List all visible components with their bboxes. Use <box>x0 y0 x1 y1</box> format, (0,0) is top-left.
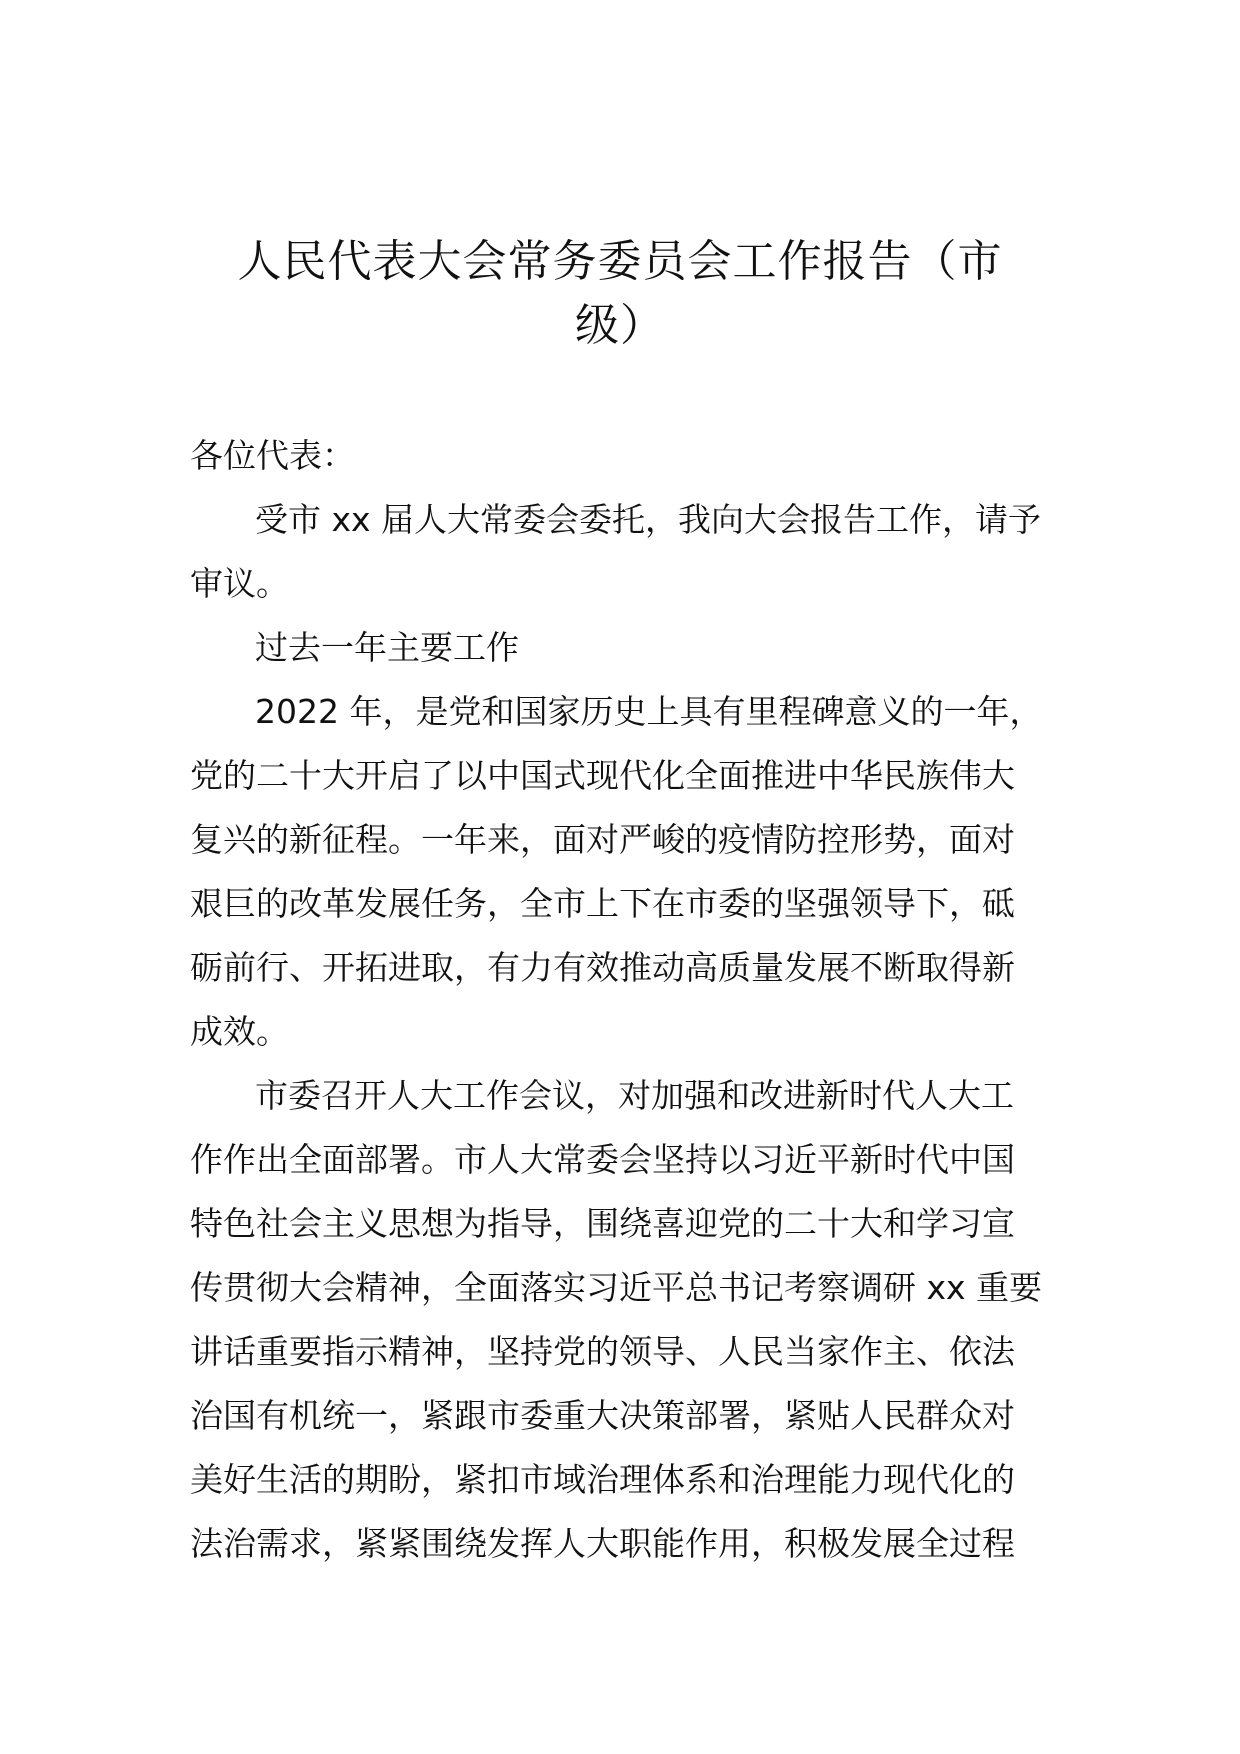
paragraph-1-line-1: 受市 xx 届人大常委会委托，我向大会报告工作，请予 <box>255 500 1042 539</box>
document-title-line-2: 级） <box>575 300 665 351</box>
paragraph-4-line-1: 市委召开人大工作会议，对加强和改进新时代人大工 <box>255 1076 1014 1115</box>
document-title-line-1: 人民代表大会常务委员会工作报告（市 <box>237 236 1003 287</box>
paragraph-3-line-1: 2022 年，是党和国家历史上具有里程碑意义的一年， <box>255 692 1043 731</box>
paragraph-1-line-2: 审议。 <box>190 564 289 603</box>
paragraph-4-line-5: 讲话重要指示精神，坚持党的领导、人民当家作主、依法 <box>190 1332 1015 1371</box>
paragraph-4-line-7: 美好生活的期盼，紧扣市域治理体系和治理能力现代化的 <box>190 1460 1015 1499</box>
paragraph-3-line-3: 复兴的新征程。一年来，面对严峻的疫情防控形势，面对 <box>190 820 1015 859</box>
paragraph-4-line-6: 治国有机统一，紧跟市委重大决策部署，紧贴人民群众对 <box>190 1396 1015 1435</box>
paragraph-3-line-5: 砺前行、开拓进取，有力有效推动高质量发展不断取得新 <box>190 948 1015 987</box>
salutation: 各位代表： <box>190 436 355 475</box>
paragraph-4-line-3: 特色社会主义思想为指导，围绕喜迎党的二十大和学习宣 <box>190 1204 1015 1243</box>
section-heading: 过去一年主要工作 <box>255 628 519 667</box>
paragraph-4-line-8: 法治需求，紧紧围绕发挥人大职能作用，积极发展全过程 <box>190 1524 1015 1563</box>
paragraph-4-line-2: 作作出全面部署。市人大常委会坚持以习近平新时代中国 <box>190 1140 1015 1179</box>
paragraph-3-line-4: 艰巨的改革发展任务，全市上下在市委的坚强领导下，砥 <box>190 884 1015 923</box>
paragraph-3-line-6: 成效。 <box>190 1012 289 1051</box>
paragraph-3-line-2: 党的二十大开启了以中国式现代化全面推进中华民族伟大 <box>190 756 1015 795</box>
paragraph-4-line-4: 传贯彻大会精神，全面落实习近平总书记考察调研 xx 重要 <box>190 1268 1043 1307</box>
